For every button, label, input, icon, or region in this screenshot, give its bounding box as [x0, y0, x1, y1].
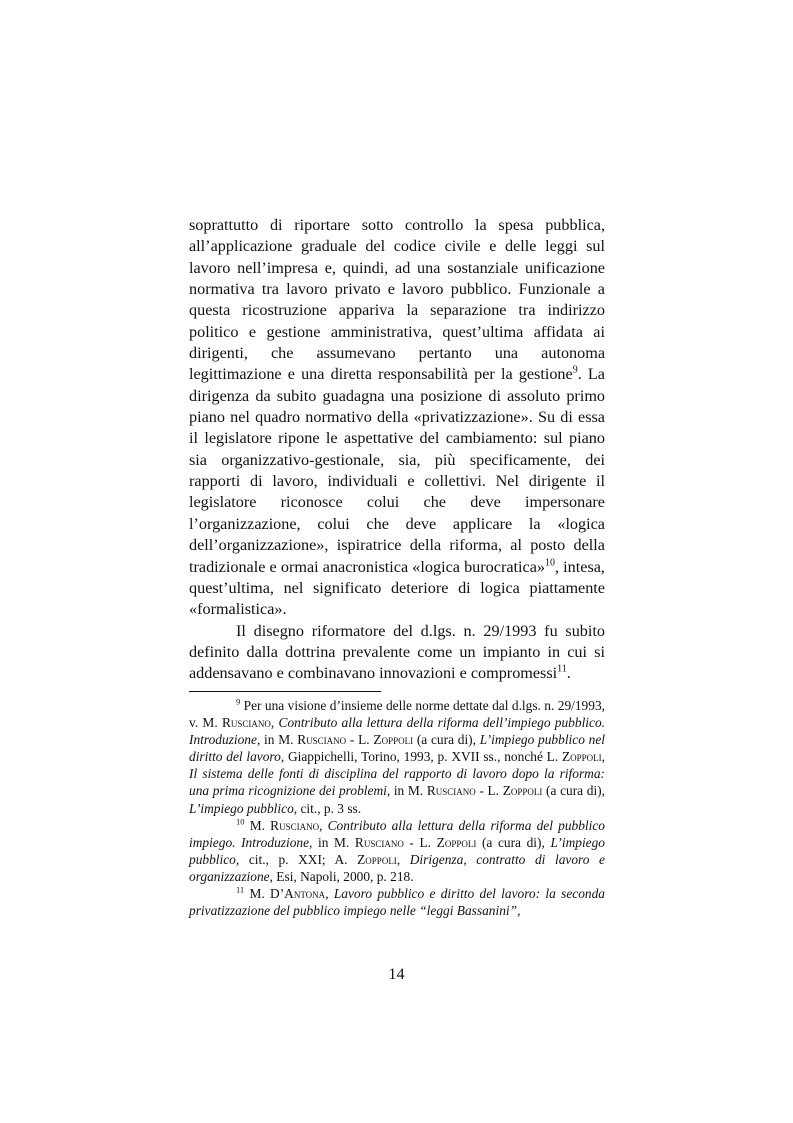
footnote-reference: 11: [236, 884, 245, 895]
text-segment: , intesa, quest’ultima, nel significato deteriore di logica piattamente «formalistica».: [189, 557, 605, 619]
italic-text: Dirigenza, contratto di lavoro e organizzazione: [189, 851, 605, 884]
author-name: Zoppoli: [357, 851, 397, 867]
text-segment: Il disegno riformatore del d.lgs. n. 29/1993 fu subito definito dalla dottrina prevalente come un impianto in cui si addensavano e combinavano innovazioni e compromessi: [189, 621, 605, 683]
text-segment: ,: [396, 851, 410, 867]
text-segment: ,: [601, 749, 605, 765]
author-name: Rusciano: [354, 834, 404, 850]
text-segment: - L.: [475, 783, 503, 799]
text-segment: , Esi, Napoli, 2000, p. 218.: [269, 868, 414, 884]
italic-text: Contributo alla lettura della riforma dell’impiego pubblico. Introduzione: [189, 715, 605, 748]
text-segment: , in M.: [256, 732, 298, 748]
body-paragraph: [189, 215, 605, 621]
footnote-separator: [189, 691, 381, 692]
text-segment: ,: [517, 903, 521, 919]
author-name: Zoppoli: [561, 749, 602, 765]
page-number: 14: [388, 965, 405, 983]
text-segment: , in M.: [386, 783, 427, 799]
footnote: [189, 697, 605, 817]
footnote-reference: 11: [557, 663, 567, 675]
author-name: Antona: [284, 886, 326, 902]
text-segment: .: [566, 664, 571, 683]
text-segment: , cit., p. 3 ss.: [293, 800, 362, 816]
text-segment: - L.: [346, 732, 374, 748]
text-segment: (a cura di),: [542, 783, 605, 799]
text-segment: in M.: [312, 834, 355, 850]
text-segment: ,: [325, 886, 334, 902]
footnote-reference: 10: [544, 557, 555, 569]
italic-text: L’impiego pubblico nel diritto del lavoro: [189, 732, 605, 765]
footnote-reference: 9: [572, 365, 578, 377]
author-name: Zoppoli: [436, 834, 477, 850]
author-name: Rusciano: [297, 732, 347, 748]
text-segment: , Giappichelli, Torino, 1993, p. XVII ss., nonché L.: [280, 749, 562, 765]
text-segment: M.: [244, 817, 271, 833]
body-paragraph: [189, 621, 605, 685]
italic-text: Contributo alla lettura della riforma del pubblico impiego. Introduzione,: [189, 817, 605, 850]
author-name: Rusciano: [221, 715, 271, 731]
footnotes: [189, 697, 605, 919]
author-name: Zoppoli: [502, 783, 543, 799]
text-segment: (a cura di),: [413, 732, 480, 748]
footnote-reference: 9: [236, 696, 241, 707]
footnote: [189, 885, 605, 919]
text-segment: (a cura di),: [476, 834, 551, 850]
text-segment: ,: [319, 817, 328, 833]
author-name: Zoppoli: [373, 732, 414, 748]
text-segment: . La dirigenza da subito guadagna una posizione di assoluto primo piano nel quadro normativo della «privatizzazione». Su di essa il legislatore ripone le aspettative del cambiamento: sul piano sia organizzativo-gestionale, sia, più specificamente, dei rapporti di lavoro, individuali e collettivi. Nel dirigente il legislatore riconosce colui che deve impersonare l’organizzazione, colui che deve applicare la «logica dell’organizzazione», ispiratrice della riforma, al posto della tradizionale e ormai anacronistica «logica burocratica»: [189, 365, 605, 576]
italic-text: L’impiego pubblico: [189, 800, 294, 816]
text-segment: cit., p. XXI; A.: [239, 851, 358, 867]
text-segment: M. D’: [244, 886, 285, 902]
author-name: Rusciano: [426, 783, 476, 799]
text-segment: ,: [270, 715, 279, 731]
italic-text: Il sistema delle fonti di disciplina del rapporto di lavoro dopo la riforma: una prima ricognizione dei problemi: [189, 766, 605, 799]
text-segment: Per una visione d’insieme delle norme dettate dal d.lgs. n. 29/1993, v. M.: [189, 698, 605, 731]
text-segment: - L.: [403, 834, 437, 850]
author-name: Rusciano: [270, 817, 320, 833]
italic-text: Lavoro pubblico e diritto del lavoro: la seconda privatizzazione del pubblico impiego nelle “leggi Bassanini”: [189, 886, 605, 919]
footnote: [189, 817, 605, 885]
italic-text: L’impiego pubblico,: [189, 834, 606, 867]
text-segment: soprattutto di riportare sotto controllo la spesa pubblica, all’applicazione graduale del codice civile e delle leggi sul lavoro nell’impresa e, quindi, ad una sostanziale unificazione normativa tra lavoro privato e lavoro pubblico. Funzionale a questa ricostruzione appariva la separazione tra indirizzo politico e gestione amministrativa, quest’ultima affidata ai dirigenti, che assumevano pertanto una autonoma legittimazione e una diretta responsabilità per la gestione: [189, 216, 605, 384]
main-text: [189, 215, 605, 685]
footnote-reference: 10: [236, 816, 245, 827]
